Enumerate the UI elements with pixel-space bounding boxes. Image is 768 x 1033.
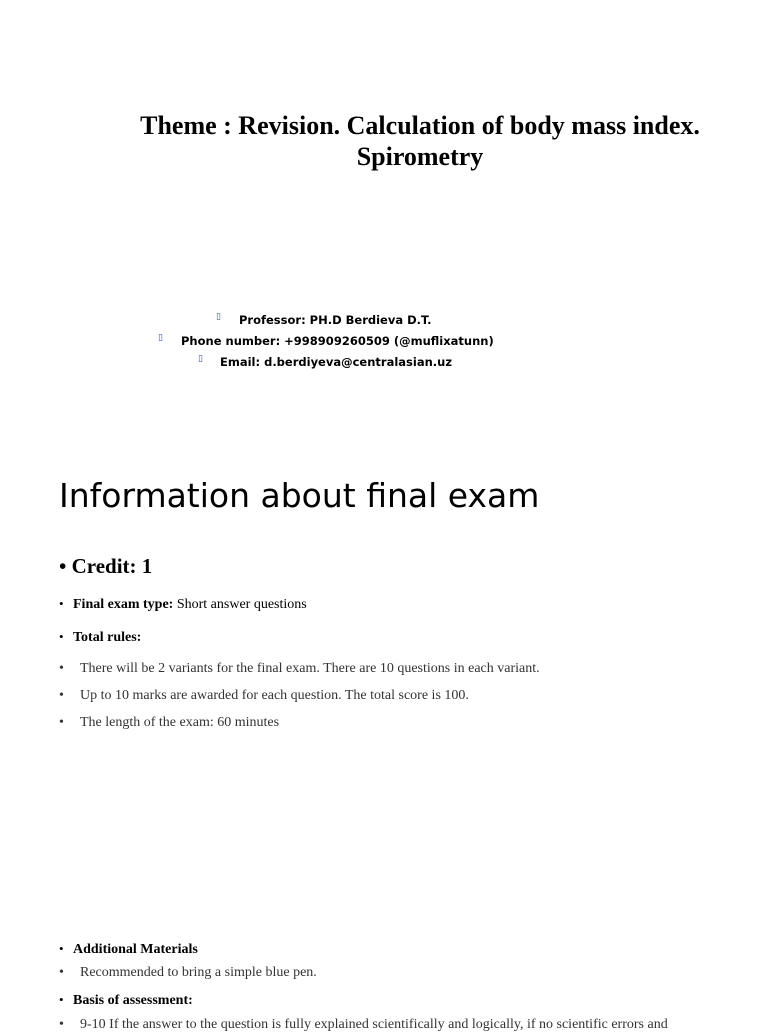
bullet-icon: • (59, 688, 64, 703)
section-heading: Information about final exam (59, 476, 540, 515)
rule-text: The length of the exam: 60 minutes (80, 715, 280, 730)
professor-line: Professor: PH.D Berdieva D.T. (239, 313, 432, 327)
rule-item (59, 661, 540, 677)
exam-type-item (59, 596, 307, 613)
bullet-icon: • (59, 596, 64, 611)
additional-materials-label: Additional Materials (73, 942, 198, 957)
basis-detail (59, 1017, 668, 1033)
exam-type-label: Final exam type: (73, 597, 174, 612)
additional-materials-detail (59, 965, 317, 981)
additional-materials-text: Recommended to bring a simple blue pen. (80, 965, 317, 980)
email-line: Email: d.berdiyeva@centralasian.uz (220, 355, 453, 369)
basis-text: 9-10 If the answer to the question is fully explained scientifically and logically, if no scientific errors and (80, 1017, 668, 1032)
email-bullet-icon: ▯ (198, 354, 203, 364)
additional-materials-item (59, 941, 198, 958)
bullet-icon: • (59, 992, 64, 1007)
phone-line: Phone number: +998909260509 (@muflixatunn) (181, 334, 494, 348)
exam-type-value: Short answer questions (173, 597, 307, 612)
rule-item (59, 688, 469, 704)
credit-item (59, 554, 152, 579)
phone-bullet-icon: ▯ (158, 333, 163, 343)
document-title: Theme : Revision. Calculation of body mass index. Spirometry (140, 111, 700, 171)
total-rules-item (59, 629, 141, 646)
rule-item (59, 715, 279, 731)
bullet-icon: • (59, 554, 72, 578)
rule-text: Up to 10 marks are awarded for each question. The total score is 100. (80, 688, 469, 703)
bullet-icon: • (59, 1017, 64, 1032)
total-rules-label: Total rules: (73, 630, 142, 645)
bullet-icon: • (59, 661, 64, 676)
bullet-icon: • (59, 965, 64, 980)
bullet-icon: • (59, 629, 64, 644)
bullet-icon: • (59, 715, 64, 730)
professor-bullet-icon: ▯ (216, 312, 221, 322)
rule-text: There will be 2 variants for the final exam. There are 10 questions in each variant. (80, 661, 540, 676)
credit-text: Credit: 1 (71, 554, 153, 578)
basis-item (59, 992, 193, 1009)
basis-label: Basis of assessment: (73, 993, 193, 1008)
bullet-icon: • (59, 941, 64, 956)
